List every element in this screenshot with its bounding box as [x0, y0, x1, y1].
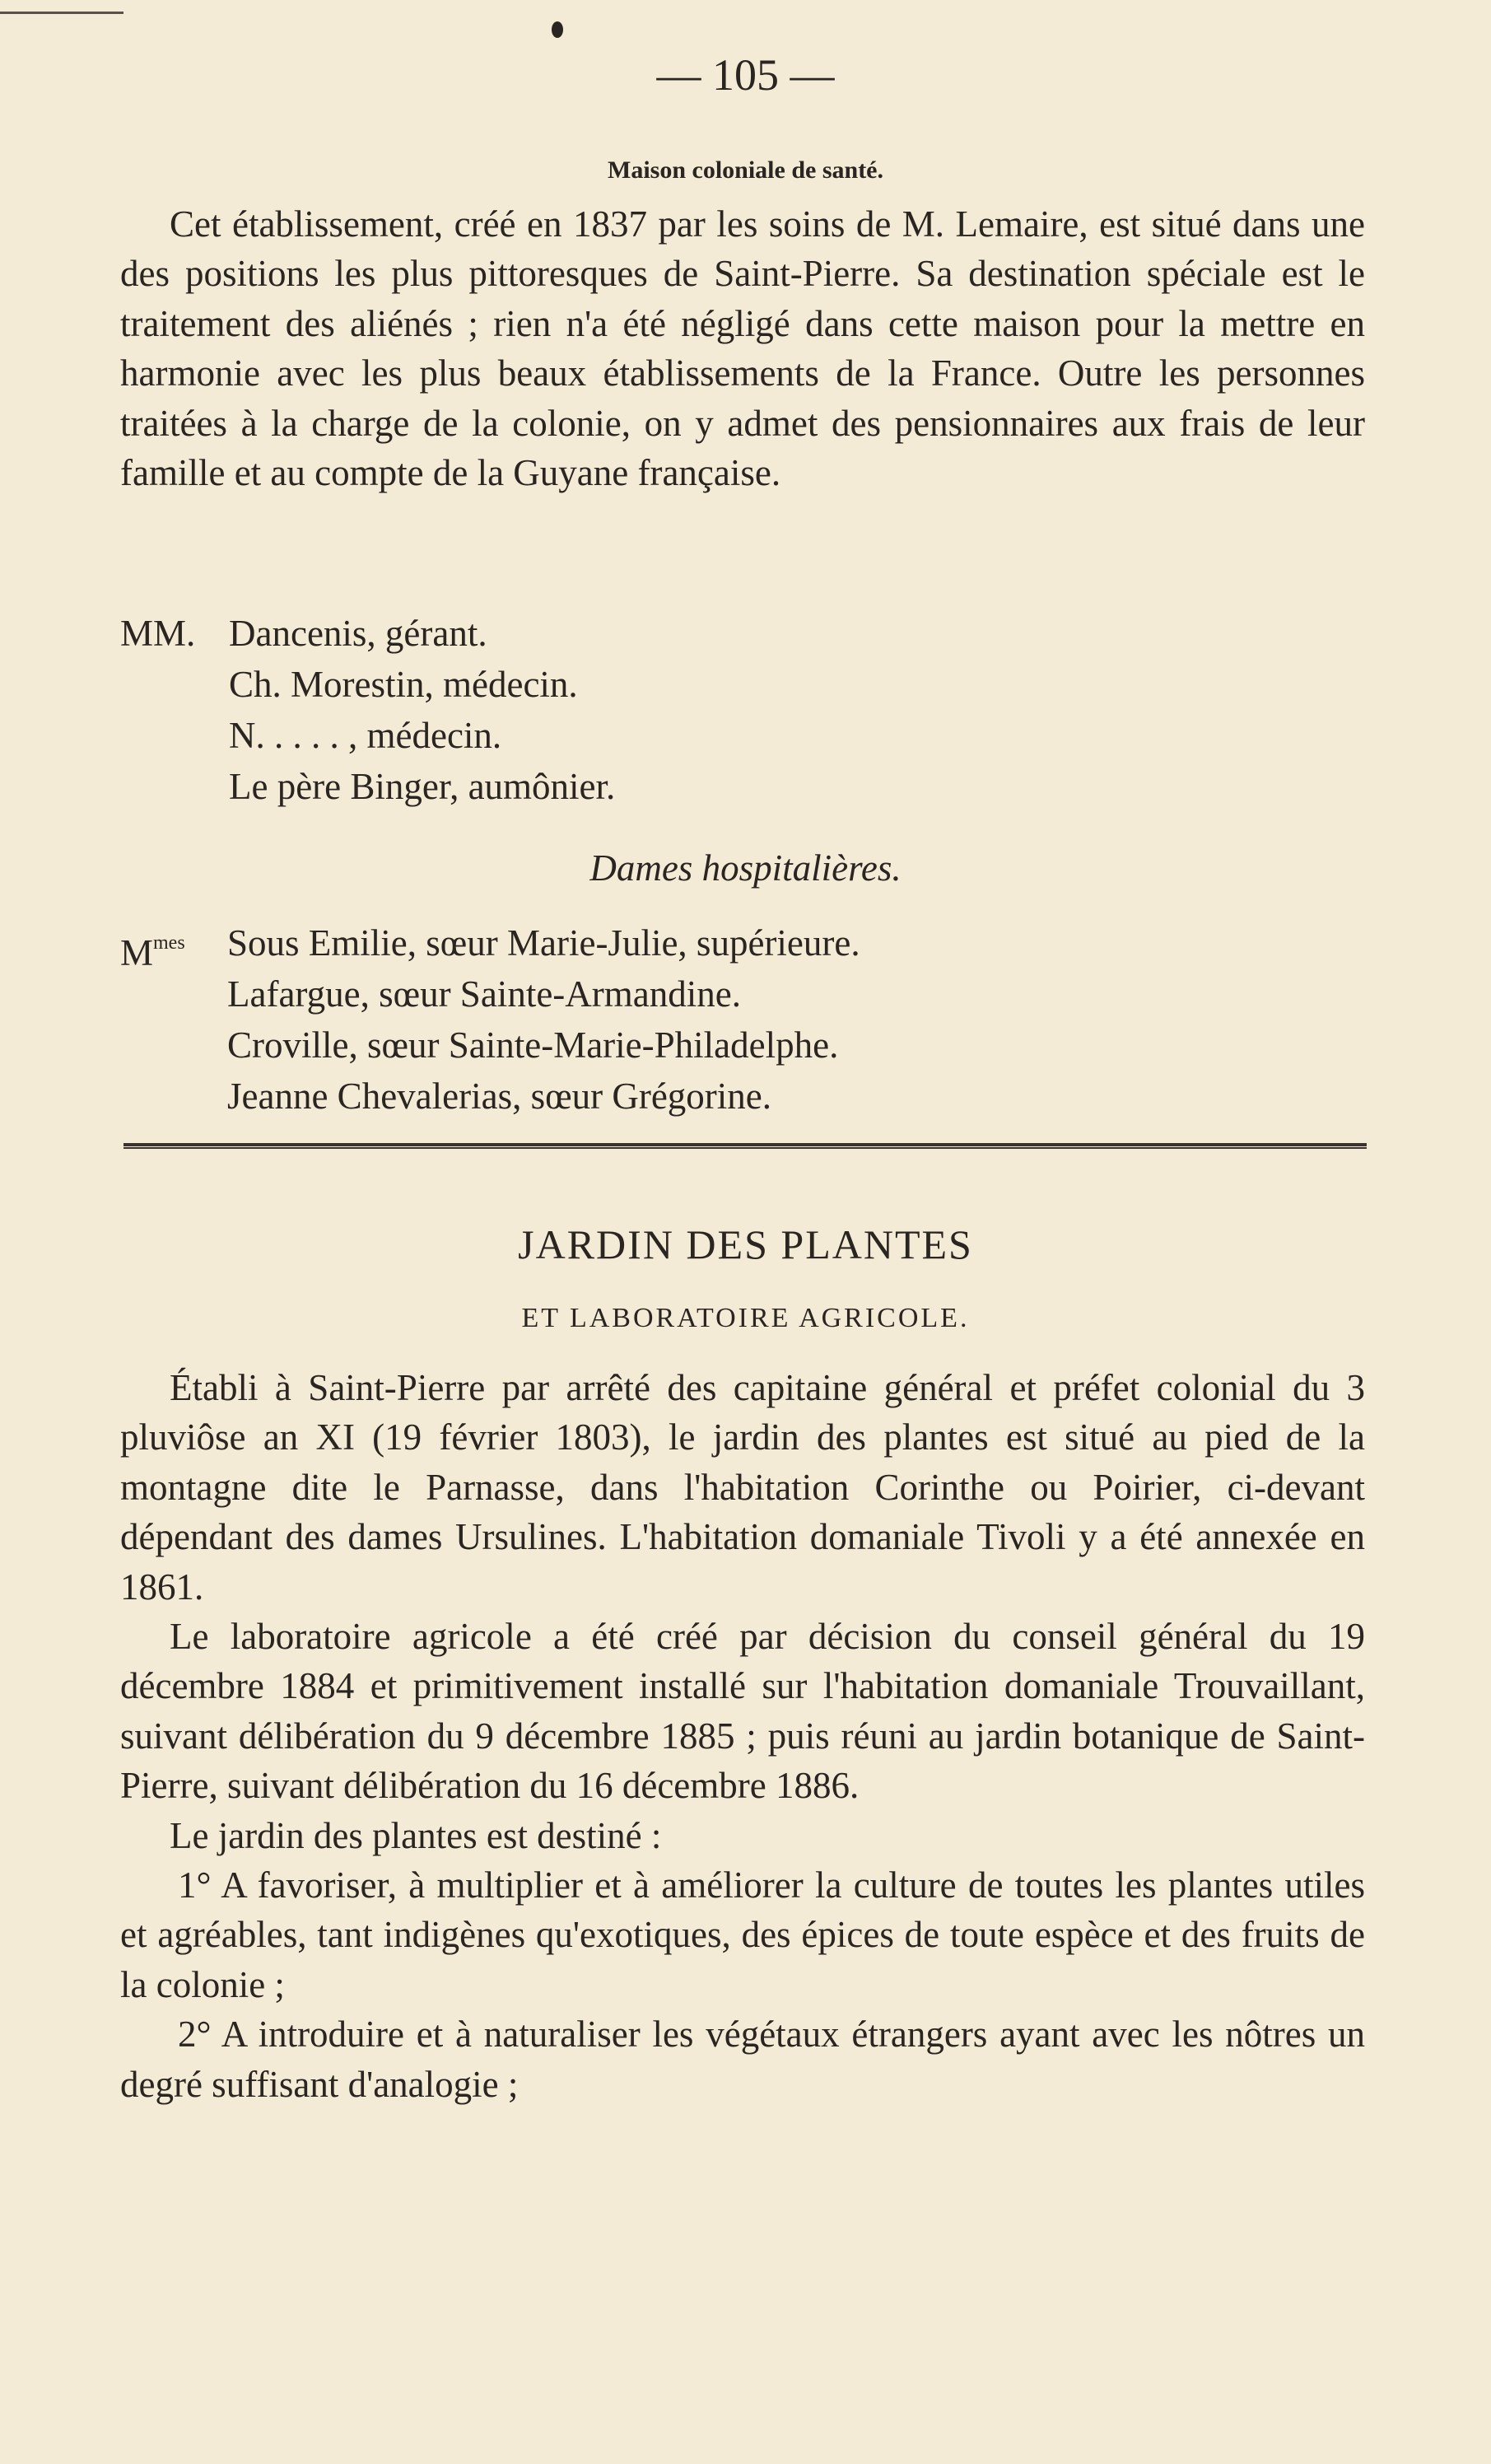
jardin-text-block: [120, 1363, 1365, 2392]
staff-list: [120, 608, 1365, 812]
jardin-paragraph: Établi à Saint-Pierre par arrêté des capitaine général et préfet colonial du 3 pluviôse an XI (19 février 1803), le jardin des plantes est situé au pied de la montagne dite le Parnasse, dans l'habitation Corinthe ou Poirier, ci-devant dépendant des dames Ursulines. L'habitation domaniale Tivoli y a été annexée en 1861.: [120, 1367, 1365, 1608]
staff-name: Ch. Morestin, médecin.: [229, 664, 578, 705]
staff-row: [120, 710, 1365, 761]
dames-title-prefix: M: [120, 932, 154, 973]
jardin-paragraph: Le laboratoire agricole a été créé par décision du conseil général du 19 décembre 1884 et primitivement installé sur l'habitation domaniale Trouvaillant, suivant délibération du 9 décembre 1885 ; puis réuni au jardin botanique de Saint-Pierre, suivant délibération du 16 décembre 1886.: [120, 1616, 1365, 1807]
dame-name: Jeanne Chevalerias, sœur Grégorine.: [227, 1076, 772, 1117]
dame-row: [120, 917, 1365, 973]
dame-row: [120, 968, 1365, 1020]
dames-title-sup: mes: [153, 932, 185, 954]
jardin-list-item: 2° A introduire et à naturaliser les végétaux étrangers ayant avec les nôtres un degré suffisant d'analogie ;: [120, 2014, 1365, 2105]
dame-row: [120, 1020, 1365, 1071]
dame-name: Croville, sœur Sainte-Marie-Philadelphe.: [227, 1024, 839, 1066]
dame-name: Sous Emilie, sœur Marie-Julie, supérieure.: [227, 922, 860, 964]
dame-row: [120, 1071, 1365, 1122]
staff-title: MM.: [120, 613, 196, 654]
staff-row: [120, 608, 1365, 659]
ink-dot: [552, 21, 563, 38]
staff-row: [120, 659, 1365, 710]
top-rule: [0, 12, 123, 14]
jardin-subtitle: ET LABORATOIRE AGRICOLE.: [521, 1303, 970, 1333]
staff-name: Dancenis, gérant.: [229, 613, 487, 654]
staff-name: Le père Binger, aumônier.: [229, 766, 616, 807]
section-heading-maison: Maison coloniale de santé.: [608, 156, 883, 184]
page-number: — 105 —: [656, 50, 835, 100]
dame-name: Lafargue, sœur Sainte-Armandine.: [227, 973, 741, 1015]
maison-paragraph-block: [120, 199, 1365, 603]
staff-row: [120, 761, 1365, 812]
jardin-paragraph: Le jardin des plantes est destiné :: [170, 1814, 662, 1856]
section-divider: [123, 1143, 1367, 1149]
dames-list: [120, 917, 1365, 1122]
staff-name: N. . . . . , médecin.: [229, 715, 502, 756]
jardin-title: JARDIN DES PLANTES: [518, 1221, 973, 1267]
maison-paragraph: Cet établissement, créé en 1837 par les soins de M. Lemaire, est situé dans une des positions les plus pittoresques de Saint-Pierre. Sa destination spéciale est le traitement des aliénés ; rien n'a été négligé dans cette maison pour la mettre en harmonie avec les plus beaux établissements de la France. Outre les personnes traitées à la charge de la colonie, on y admet des pensionnaires aux frais de leur famille et au compte de la Guyane française.: [120, 203, 1365, 494]
dames-heading: Dames hospitalières.: [589, 847, 902, 889]
jardin-list-item: 1° A favoriser, à multiplier et à améliorer la culture de toutes les plantes utiles et agréables, tant indigènes qu'exotiques, des épices de toute espèce et des fruits de la colonie ;: [120, 1864, 1365, 2005]
